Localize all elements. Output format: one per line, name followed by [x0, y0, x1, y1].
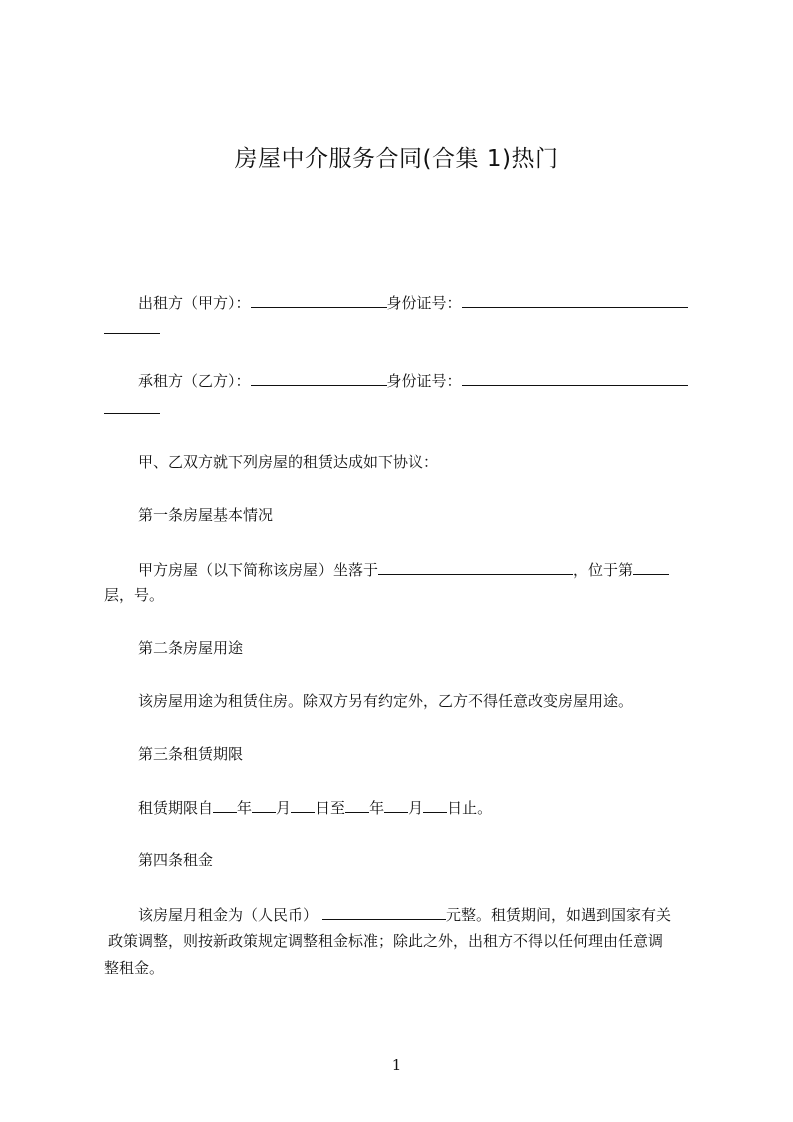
lessee-label: 承租方（乙方）： [138, 372, 251, 390]
article1-line2: 层，号。 [104, 586, 165, 604]
end-month-blank [384, 797, 408, 813]
article1-text-a: 甲方房屋（以下简称该房屋）坐落于 [138, 561, 379, 579]
article3-text [138, 797, 738, 818]
lessor-name-blank [251, 292, 387, 308]
article4-heading: 第四条租金 [138, 851, 214, 869]
rent-amount-blank [322, 904, 446, 920]
article2-heading: 第二条房屋用途 [138, 639, 244, 657]
day-to-label: 日至 [315, 799, 346, 817]
lessor-label: 出租方（甲方）： [138, 294, 251, 312]
article4-line2: 政策调整，则按新政策规定调整租金标准；除此之外，出租方不得以任何理由任意调 [108, 932, 664, 950]
lessee-line [138, 370, 738, 391]
address-blank [378, 559, 573, 575]
article2-text: 该房屋用途为租赁住房。除双方另有约定外，乙方不得任意改变房屋用途。 [138, 692, 634, 710]
month-label: 月 [408, 799, 424, 817]
end-day-blank [423, 797, 447, 813]
day-end-label: 日止。 [447, 799, 493, 817]
floor-blank [633, 559, 669, 575]
document-title: 房屋中介服务合同(合集 1)热门 [234, 146, 559, 172]
term-from-label: 租赁期限自 [138, 799, 214, 817]
article4-line3: 整租金。 [104, 959, 165, 977]
lessor-id-blank-continued [104, 333, 160, 334]
year-label: 年 [369, 799, 385, 817]
lessor-id-blank [462, 292, 688, 308]
lessee-id-blank-continued [104, 413, 160, 414]
article1-line1 [138, 559, 738, 580]
year-label: 年 [237, 799, 253, 817]
lessor-id-label: 身份证号： [386, 294, 462, 312]
start-day-blank [291, 797, 315, 813]
article4-line1 [138, 904, 738, 925]
page-number: 1 [391, 1056, 402, 1074]
month-label: 月 [276, 799, 292, 817]
rent-label: 该房屋月租金为（人民币） [138, 906, 319, 924]
lessor-line [138, 292, 738, 313]
end-year-blank [345, 797, 369, 813]
article3-heading: 第三条租赁期限 [138, 745, 244, 763]
article1-heading: 第一条房屋基本情况 [138, 506, 274, 524]
intro-text: 甲、乙双方就下列房屋的租赁达成如下协议： [138, 453, 439, 471]
start-month-blank [252, 797, 276, 813]
article4-text-b: 元整。租赁期间，如遇到国家有关 [446, 906, 672, 924]
lessee-id-blank [462, 370, 688, 386]
lessee-name-blank [251, 370, 387, 386]
article1-text-b: ，位于第 [573, 561, 634, 579]
start-year-blank [213, 797, 237, 813]
lessee-id-label: 身份证号： [386, 372, 462, 390]
